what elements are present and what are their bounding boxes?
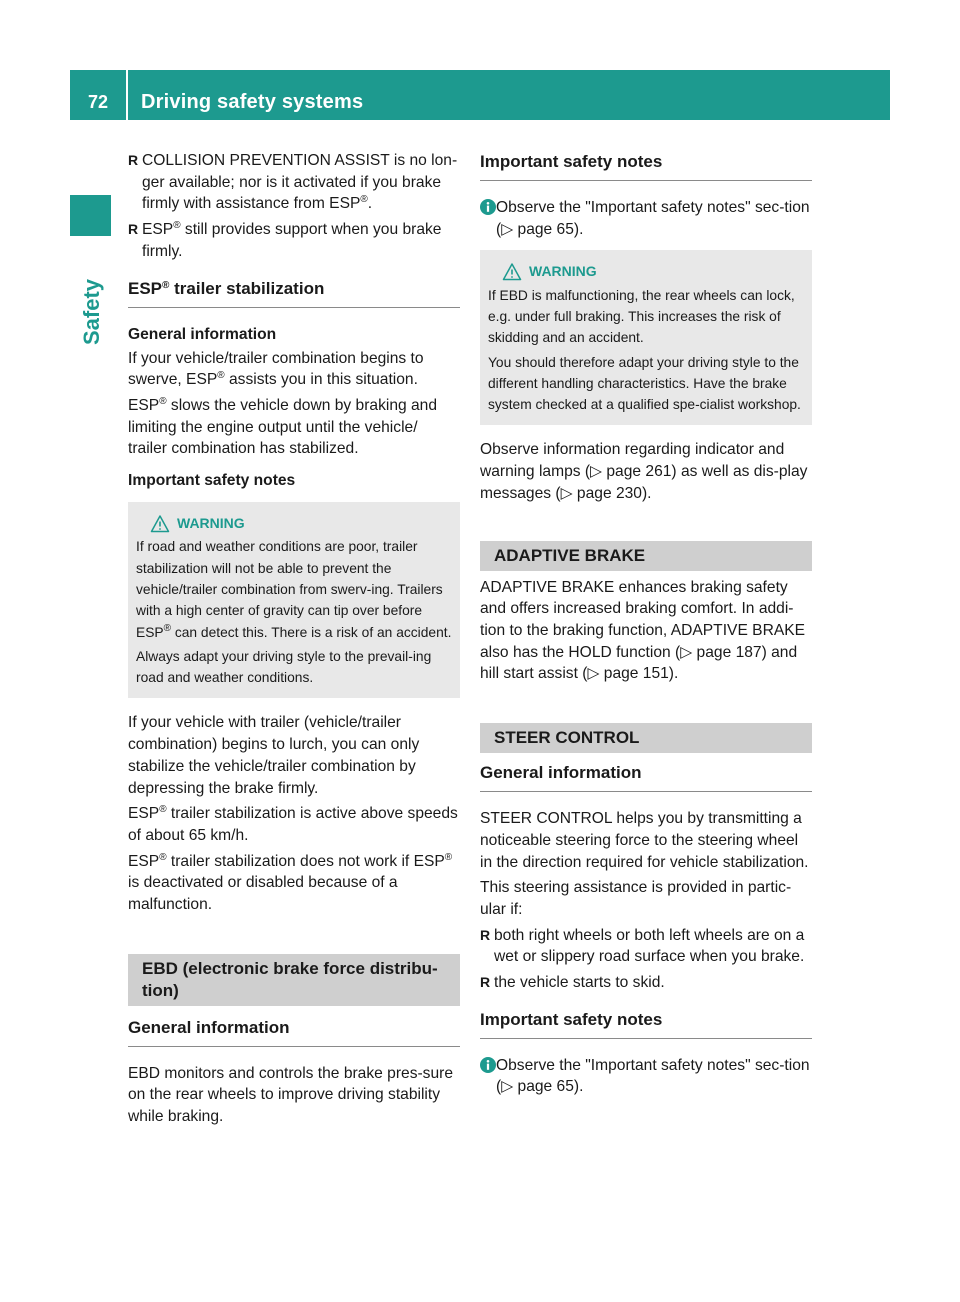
warning-label: WARNING xyxy=(177,515,245,532)
side-tab-label: Safety xyxy=(79,278,104,345)
paragraph: STEER CONTROL helps you by transmitting a noticeable steering force to the steering wheel in the direction required for vehicle stabilization. xyxy=(480,810,809,871)
paragraph: This steering assistance is provided in partic-ular if: xyxy=(480,879,792,918)
paragraph: If your vehicle/trailer combination begins to swerve, ESP® assists you in this situation. xyxy=(128,349,424,389)
info-icon xyxy=(480,1057,496,1073)
section-heading-general-information: General information xyxy=(480,761,812,792)
bullet-mark: R xyxy=(480,926,491,943)
section-bar-steer-control: STEER CONTROL xyxy=(480,723,812,753)
warning-box xyxy=(480,250,812,425)
warning-text: If EBD is malfunctioning, the rear wheels can lock, e.g. under full braking. This increases the risk of skidding and an accident. xyxy=(488,287,795,346)
subheading-general-information: General information xyxy=(128,325,277,343)
info-note: Observe the "Important safety notes" sec-tion (▷ page 65). xyxy=(480,197,812,240)
list-item: R the vehicle starts to skid. xyxy=(480,972,812,994)
bullet-mark: R xyxy=(480,974,491,991)
section-bar-ebd: EBD (electronic brake force distribu-tion) xyxy=(128,954,460,1006)
paragraph: ESP® trailer stabilization is active above speeds of about 65 km/h. xyxy=(128,804,458,844)
paragraph: EBD monitors and controls the brake pres-sure on the rear wheels to improve driving stability while braking. xyxy=(128,1064,454,1126)
warning-header xyxy=(136,513,452,534)
paragraph: ESP® slows the vehicle down by braking and limiting the engine output until the vehicle/ trailer combination has stabilized. xyxy=(128,395,438,458)
list-item: R both right wheels or both left wheels are on a wet or slippery road surface when you brake. xyxy=(480,926,805,966)
header-divider xyxy=(126,70,128,120)
warning-text: If road and weather conditions are poor, trailer stabilization will not be able to prevent the vehicle/trailer combination from swerv-ing. Trailers with a high center of gravity can tip over before ESP® can detect this. There is a risk of an accident. xyxy=(136,539,452,640)
paragraph: Observe information regarding indicator and warning lamps (▷ page 261) as well as dis-play messages (▷ page 230). xyxy=(480,441,808,502)
subheading-important-safety-notes: Important safety notes xyxy=(128,472,296,490)
paragraph: If your vehicle with trailer (vehicle/trailer combination) begins to lurch, you can only stabilize the vehicle/trailer combination by depressing the brake firmly. xyxy=(128,714,420,797)
right-column xyxy=(480,150,812,1102)
paragraph: ADAPTIVE BRAKE enhances braking safety and offers increased braking comfort. In addi-tion to the braking function, ADAPTIVE BRAKE also has the HOLD function (▷ page 187) and hill start assist (▷ page 151). xyxy=(480,578,806,683)
warning-header xyxy=(488,261,804,282)
warning-box xyxy=(128,502,460,698)
section-heading-important-safety-notes: Important safety notes xyxy=(480,1008,812,1039)
paragraph: ESP® trailer stabilization does not work if ESP® is deactivated or disabled because of a malfunction. xyxy=(128,851,453,914)
info-icon xyxy=(480,199,496,215)
warning-triangle-icon xyxy=(150,514,170,534)
section-heading-general-information: General information xyxy=(128,1016,460,1047)
info-note: Observe the "Important safety notes" sec-tion (▷ page 65). xyxy=(480,1055,812,1098)
warning-label: WARNING xyxy=(529,263,597,280)
list-item: R ESP® still provides support when you brake firmly. xyxy=(128,220,442,260)
side-tab-marker xyxy=(70,195,111,236)
warning-triangle-icon xyxy=(502,262,522,282)
section-heading-important-safety-notes: Important safety notes xyxy=(480,150,812,181)
page-title: Driving safety systems xyxy=(141,91,364,113)
warning-text: Always adapt your driving style to the prevail-ing road and weather conditions. xyxy=(136,648,432,686)
section-bar-adaptive-brake: ADAPTIVE BRAKE xyxy=(480,541,812,571)
bullet-mark: R xyxy=(128,152,139,168)
bullet-mark: R xyxy=(128,221,139,238)
list-item: R COLLISION PREVENTION ASSIST is no lon-ger available; nor is it activated if you brake firmly with assistance from ESP®. xyxy=(128,152,458,213)
page-number: 72 xyxy=(87,92,109,112)
warning-text: You should therefore adapt your driving style to the different handling characteristics. Have the brake system checked at a qualified spe-cialist workshop. xyxy=(488,354,801,413)
section-heading-esp-trailer: ESP® trailer stabilization xyxy=(128,277,460,308)
left-column xyxy=(128,150,460,1132)
